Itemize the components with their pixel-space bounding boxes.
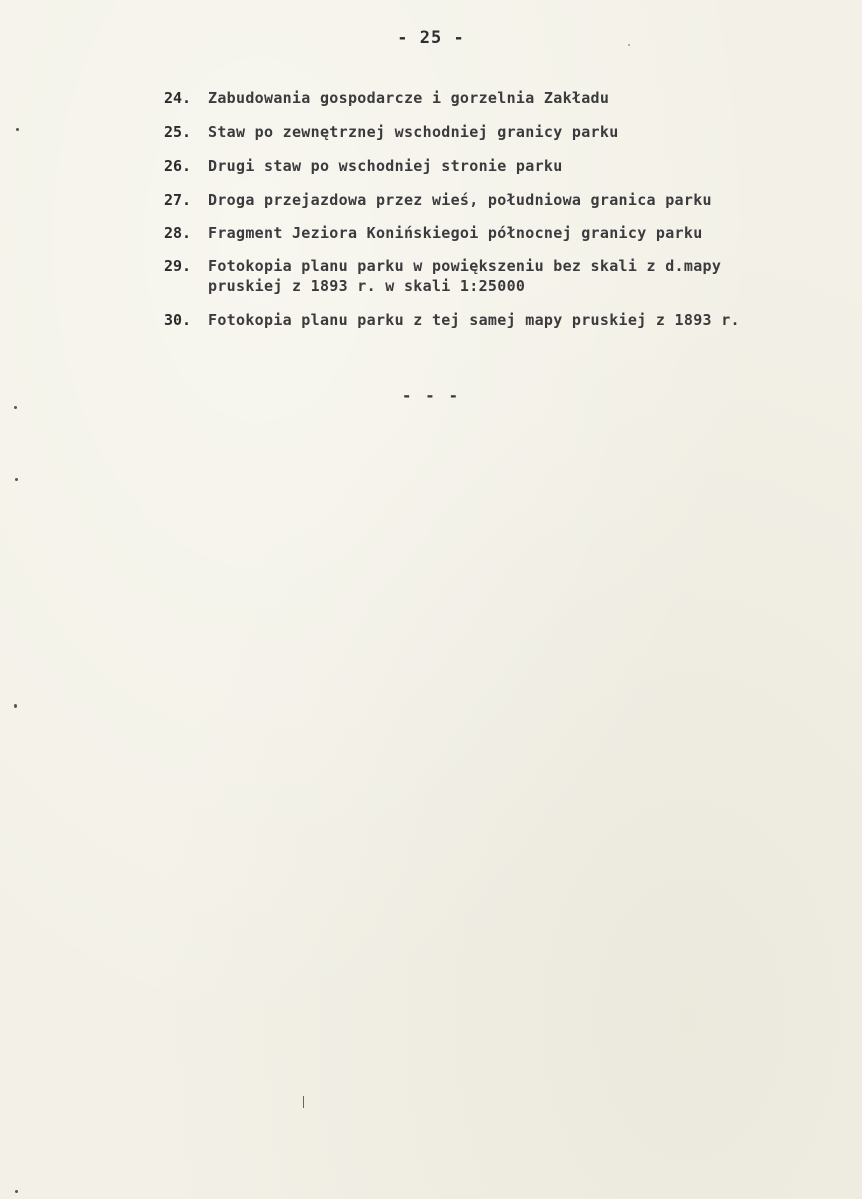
list-item-text bbox=[208, 156, 844, 176]
list-item-line: Staw po zewnętrznej wschodniej granicy parku bbox=[208, 123, 619, 141]
scan-speck bbox=[14, 406, 17, 409]
list-item-line: Drugi staw po wschodniej stronie parku bbox=[208, 157, 563, 175]
scan-speck bbox=[14, 704, 17, 708]
page-number: - 25 - bbox=[397, 28, 465, 48]
list-item-text bbox=[208, 88, 844, 108]
list-item bbox=[164, 190, 844, 210]
list-item bbox=[164, 88, 844, 108]
list-item-text bbox=[208, 190, 844, 210]
list-item-number: 26. bbox=[164, 157, 192, 175]
list-item-number: 25. bbox=[164, 123, 192, 141]
list-item-line: pruskiej z 1893 r. w skali 1:25000 bbox=[208, 277, 526, 295]
list-item-number: 28. bbox=[164, 224, 192, 242]
list-item-line: Zabudowania gospodarcze i gorzelnia Zakładu bbox=[208, 89, 610, 107]
list-item-number: 29. bbox=[164, 257, 192, 275]
list-item-line: Fragment Jeziora Konińskiegoi północnej granicy parku bbox=[208, 224, 703, 242]
list-item-text bbox=[208, 122, 844, 142]
list-item bbox=[164, 256, 844, 296]
illustration-list bbox=[164, 88, 844, 330]
list-item-line: Fotokopia planu parku w powiększeniu bez skali z d.mapy bbox=[208, 257, 722, 275]
scan-speck bbox=[15, 478, 18, 481]
scan-speck bbox=[628, 44, 630, 46]
list-item-text bbox=[208, 223, 844, 243]
list-item-number: 24. bbox=[164, 89, 192, 107]
end-separator: - - - bbox=[401, 386, 461, 405]
scan-speck bbox=[16, 128, 19, 131]
list-item-line: Droga przejazdowa przez wieś, południowa granica parku bbox=[208, 191, 712, 209]
list-item-number: 30. bbox=[164, 311, 192, 329]
list-item bbox=[164, 156, 844, 176]
list-item bbox=[164, 122, 844, 142]
list-item-text bbox=[208, 310, 844, 330]
scan-speck bbox=[303, 1096, 304, 1108]
list-item-number: 27. bbox=[164, 191, 192, 209]
scan-speck bbox=[15, 1190, 18, 1193]
list-item bbox=[164, 310, 844, 330]
list-item-line: Fotokopia planu parku z tej samej mapy pruskiej z 1893 r. bbox=[208, 311, 740, 329]
list-item-text bbox=[208, 256, 844, 296]
list-item bbox=[164, 223, 844, 243]
